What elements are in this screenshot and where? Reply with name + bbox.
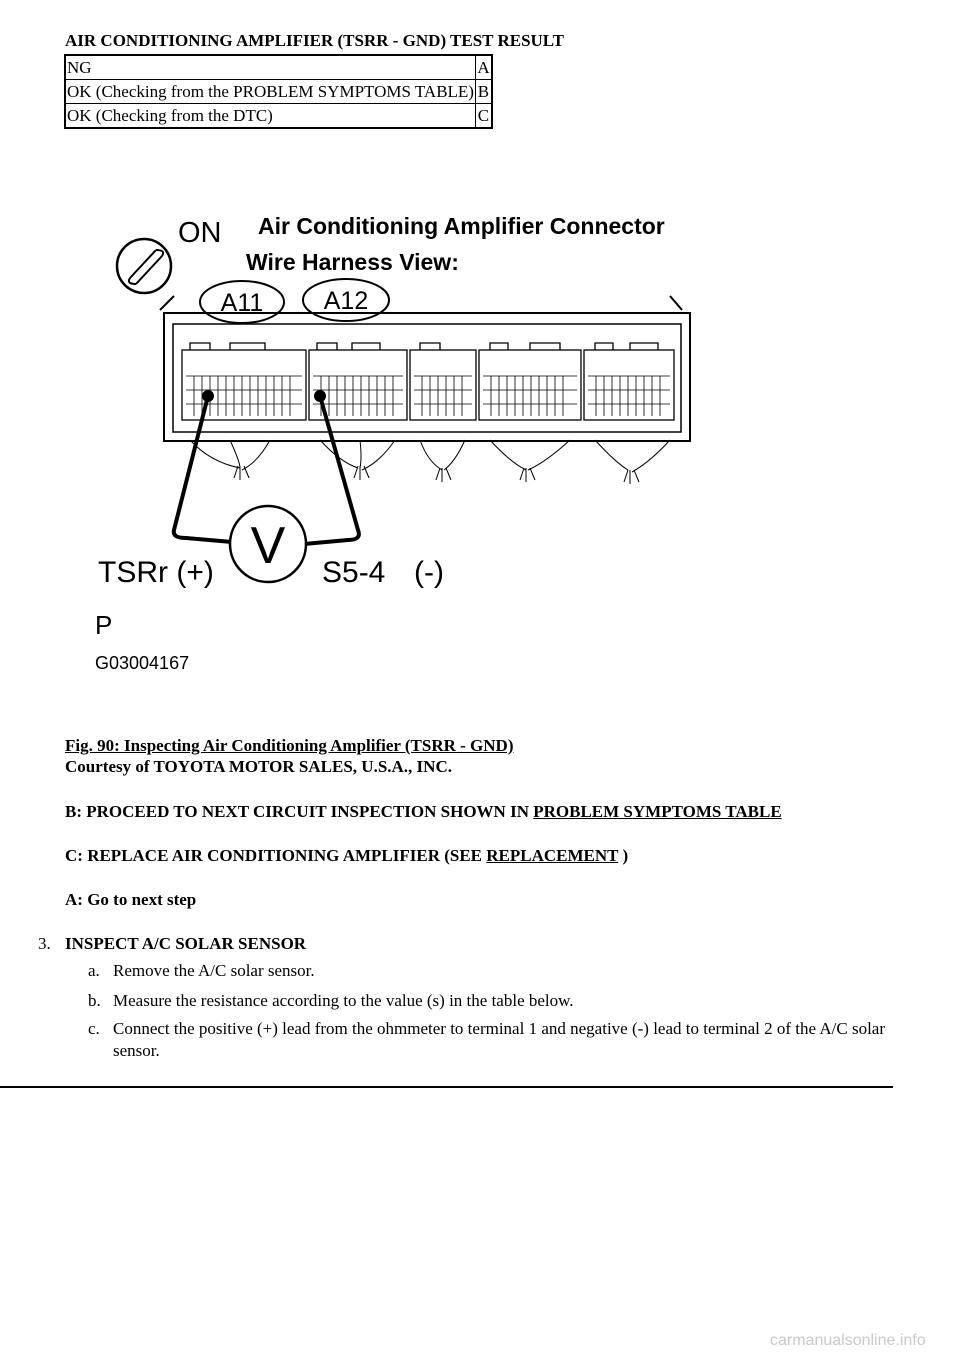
table-row bbox=[65, 55, 492, 80]
terminal-grid bbox=[186, 376, 670, 416]
switch-state-label: ON bbox=[178, 217, 222, 249]
replacement-link[interactable]: REPLACEMENT bbox=[486, 846, 619, 865]
negative-lead bbox=[304, 396, 359, 544]
figure-courtesy: Courtesy of TOYOTA MOTOR SALES, U.S.A., INC. bbox=[65, 757, 452, 776]
figure-caption-link[interactable]: Fig. 90: Inspecting Air Conditioning Amplifier (TSRR - GND) bbox=[65, 736, 514, 755]
connector-blocks bbox=[182, 343, 674, 420]
probe-positive-label: TSRr (+) bbox=[98, 556, 214, 589]
action-c-text: C: REPLACE AIR CONDITIONING AMPLIFIER (SEE bbox=[65, 846, 483, 865]
page-divider bbox=[0, 1086, 893, 1088]
result-code: C bbox=[475, 104, 492, 129]
action-a: A: Go to next step bbox=[65, 890, 197, 909]
action-b bbox=[65, 802, 782, 822]
wire-harness bbox=[190, 440, 670, 484]
step-number: 3. bbox=[38, 934, 51, 953]
action-c bbox=[65, 846, 628, 866]
list-item bbox=[88, 1018, 893, 1062]
figure-title-line1: Air Conditioning Amplifier Connector bbox=[258, 213, 665, 239]
list-item-letter: c. bbox=[88, 1019, 100, 1038]
result-code: A bbox=[475, 55, 492, 80]
connector-a12-label: A12 bbox=[323, 287, 369, 315]
amplifier-body bbox=[160, 296, 690, 441]
list-item-letter: b. bbox=[88, 991, 101, 1010]
ignition-switch-icon bbox=[117, 239, 171, 293]
probe-negative-label: S5-4 bbox=[322, 556, 386, 589]
figure-caption bbox=[65, 736, 514, 756]
action-b-text: B: PROCEED TO NEXT CIRCUIT INSPECTION SHOWN IN bbox=[65, 802, 529, 821]
result-condition: NG bbox=[65, 55, 475, 80]
figure-title-line2: Wire Harness View: bbox=[246, 249, 459, 275]
probe-negative-sign: (-) bbox=[414, 556, 444, 589]
figure-code: G03004167 bbox=[95, 653, 190, 673]
list-item-letter: a. bbox=[88, 961, 100, 980]
result-condition: OK (Checking from the PROBLEM SYMPTOMS TABLE) bbox=[65, 80, 475, 104]
step-heading: INSPECT A/C SOLAR SENSOR bbox=[65, 934, 307, 953]
watermark: carmanualsonline.info bbox=[770, 1332, 926, 1349]
test-result-table bbox=[64, 54, 493, 129]
table-row bbox=[65, 104, 492, 129]
action-c-close: ) bbox=[622, 846, 629, 865]
result-code: B bbox=[475, 80, 492, 104]
list-item bbox=[88, 990, 893, 1012]
list-item-text: Connect the positive (+) lead from the ohmmeter to terminal 1 and negative (-) lead to terminal 2 of the A/C solar sensor. bbox=[113, 1019, 885, 1060]
connector-diagram bbox=[90, 200, 740, 680]
result-condition: OK (Checking from the DTC) bbox=[65, 104, 475, 129]
corner-letter: P bbox=[95, 610, 113, 640]
result-table-title: AIR CONDITIONING AMPLIFIER (TSRR - GND) TEST RESULT bbox=[65, 31, 564, 50]
list-item-text: Measure the resistance according to the value (s) in the table below. bbox=[113, 991, 574, 1010]
meter-symbol: V bbox=[250, 517, 286, 575]
problem-symptoms-table-link[interactable]: PROBLEM SYMPTOMS TABLE bbox=[533, 802, 782, 821]
connector-a11-label: A11 bbox=[220, 289, 264, 317]
step-3 bbox=[38, 934, 306, 954]
probe-tip-negative bbox=[315, 391, 325, 401]
list-item bbox=[88, 960, 893, 982]
list-item-text: Remove the A/C solar sensor. bbox=[113, 961, 315, 980]
table-row bbox=[65, 80, 492, 104]
probe-tip-positive bbox=[203, 391, 213, 401]
